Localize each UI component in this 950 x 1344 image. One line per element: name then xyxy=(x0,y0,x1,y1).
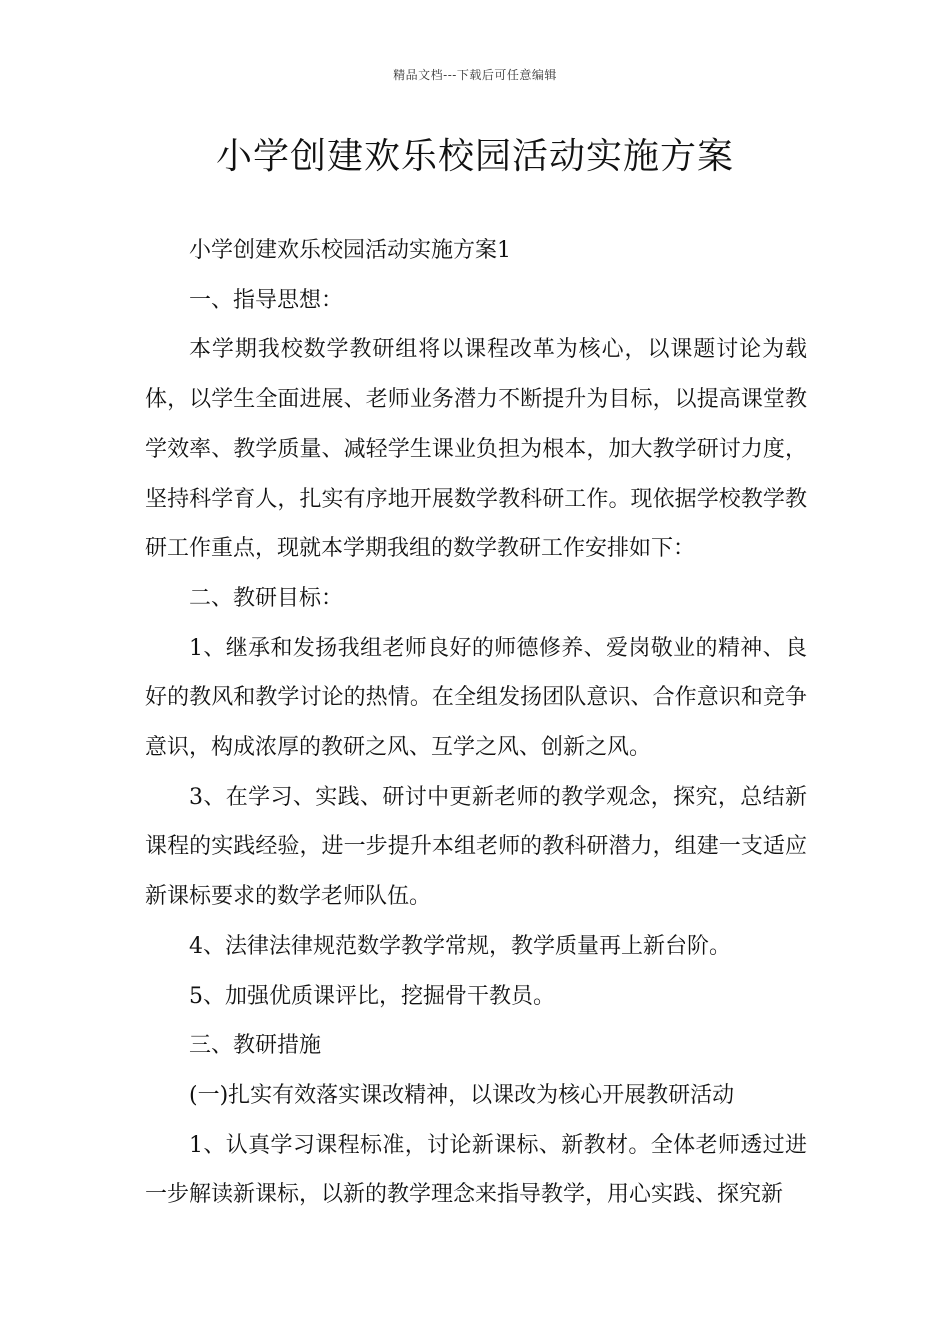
paragraph: 5、加强优质课评比，挖掘骨干教员。 xyxy=(189,983,555,1009)
paragraph: (一)扎实有效落实课改精神，以课改为核心开展教研活动 xyxy=(189,1082,735,1108)
paragraph: 3、在学习、实践、研讨中更新老师的教学观念，探究，总结新课程的实践经验，进一步提升本组老师的教科研潜力，组建一支适应新课标要求的数学老师队伍。 xyxy=(145,784,807,910)
paragraph: 本学期我校数学教研组将以课程改革为核心，以课题讨论为载体，以学生全面进展、老师业务潜力不断提升为目标，以提高课堂教学效率、教学质量、减轻学生课业负担为根本，加大教学研讨力度，坚持科学育人，扎实有序地开展数学教科研工作。现依据学校教学教研工作重点，现就本学期我组的数学教研工作安排如下： xyxy=(145,337,807,562)
document-title: 小学创建欢乐校园活动实施方案 xyxy=(215,136,734,177)
document-body xyxy=(145,226,807,1220)
paragraph: 4、法律法律规范数学教学常规，教学质量再上新台阶。 xyxy=(189,933,731,959)
paragraph-heading-research-goals: 二、教研目标： xyxy=(189,585,344,611)
paragraph-heading-research-measures: 三、教研措施 xyxy=(189,1033,322,1059)
paragraph: 1、继承和发扬我组老师良好的师德修养、爱岗敬业的精神、良好的教风和教学讨论的热情。在全组发扬团队意识、合作意识和竞争意识，构成浓厚的教研之风、互学之风、创新之风。 xyxy=(145,635,807,761)
paragraph-subtitle: 小学创建欢乐校园活动实施方案1 xyxy=(189,238,511,263)
paragraph-heading-guiding-ideology: 一、指导思想： xyxy=(189,287,344,313)
header-note: 精品文档---下载后可任意编辑 xyxy=(393,68,557,82)
paragraph: 1、认真学习课程标准，讨论新课标、新教材。全体老师透过进一步解读新课标，以新的教学理念来指导教学，用心实践、探究新 xyxy=(145,1132,807,1208)
